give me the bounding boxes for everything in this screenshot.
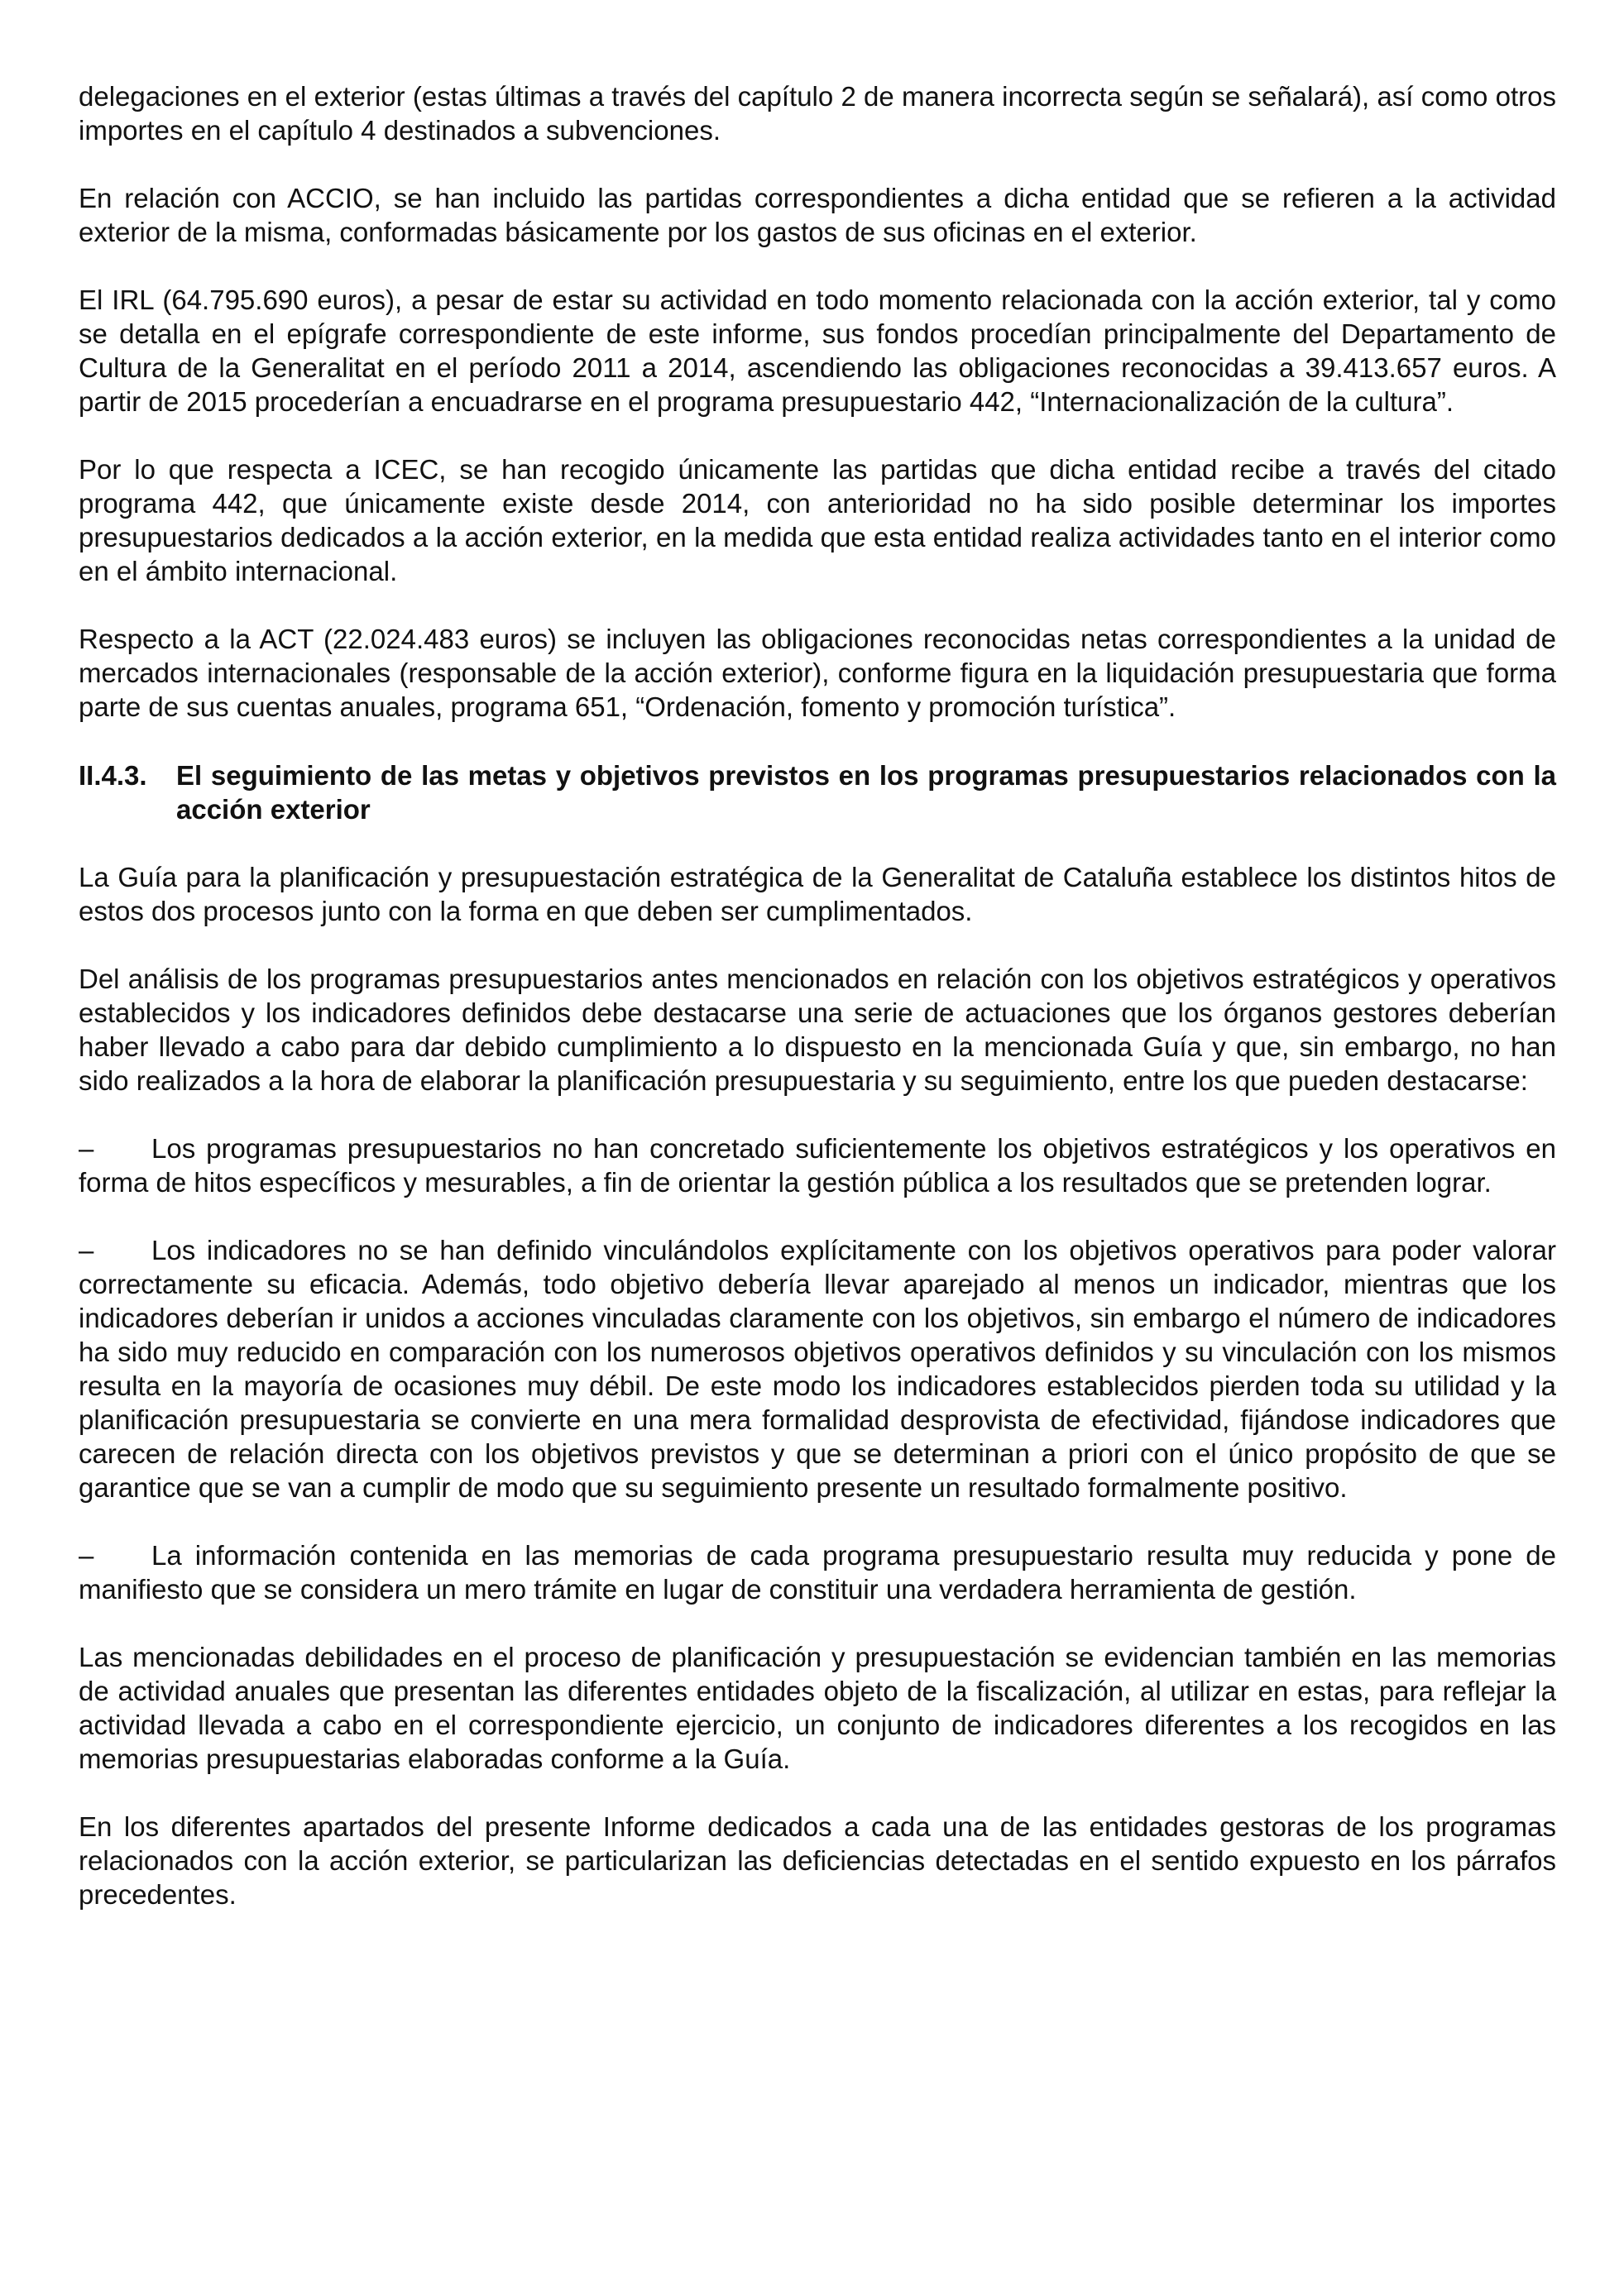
paragraph-guia: La Guía para la planificación y presupuestación estratégica de la Generalitat de Cataluña establece los distintos hitos de estos dos procesos junto con la forma en que deben ser cumplimentados.	[79, 862, 1556, 926]
list-item	[79, 1233, 1556, 1504]
list-item	[79, 1538, 1556, 1606]
list-item-text: Los programas presupuestarios no han concretado suficientemente los objetivos estratégicos y los operativos en forma de hitos específicos y mesurables, a fin de orientar la gestión pública a los resultados que se pretenden lograr.	[79, 1133, 1556, 1198]
dash-bullet-marker: –	[79, 1540, 94, 1571]
paragraph-apartados: En los diferentes apartados del presente Informe dedicados a cada una de las entidades gestoras de los programas relacionados con la acción exterior, se particularizan las deficiencias detectadas en el sentido expuesto en los párrafos precedentes.	[79, 1811, 1556, 1910]
paragraph-delegaciones: delegaciones en el exterior (estas últimas a través del capítulo 2 de manera incorrecta según se señalará), así como otros importes en el capítulo 4 destinados a subvenciones.	[79, 81, 1556, 146]
paragraph-accio: En relación con ACCIO, se han incluido las partidas correspondientes a dicha entidad que se refieren a la actividad exterior de la misma, conformadas básicamente por los gastos de sus oficinas en el exterior.	[79, 183, 1556, 247]
paragraph-analisis: Del análisis de los programas presupuestarios antes mencionados en relación con los objetivos estratégicos y operativos establecidos y los indicadores definidos debe destacarse una serie de actuaciones que los órganos gestores deberían haber llevado a cabo para dar debido cumplimiento a lo dispuesto en la mencionada Guía y que, sin embargo, no han sido realizados a la hora de elaborar la planificación presupuestaria y su seguimiento, entre los que pueden destacarse:	[79, 964, 1556, 1096]
list-item-text: Los indicadores no se han definido vinculándolos explícitamente con los objetivos operativos para poder valorar correctamente su eficacia. Además, todo objetivo debería llevar aparejado al menos un indicador, mientras que los indicadores deberían ir unidos a acciones vinculadas claramente con los objetivos, sin embargo el número de indicadores ha sido muy reducido en comparación con los numerosos objetivos operativos definidos y su vinculación con los mismos resulta en la mayoría de ocasiones muy débil. De este modo los indicadores establecidos pierden toda su utilidad y la planificación presupuestaria se convierte en una mera formalidad desprovista de efectividad, fijándose indicadores que carecen de relación directa con los objetivos previstos y que se determinan a priori con el único propósito de que se garantice que se van a cumplir de modo que su seguimiento presente un resultado formalmente positivo.	[79, 1235, 1556, 1503]
dash-bullet-marker: –	[79, 1133, 94, 1164]
paragraph-debilidades: Las mencionadas debilidades en el proceso de planificación y presupuestación se evidencian también en las memorias de actividad anuales que presentan las diferentes entidades objeto de la fiscalización, al utilizar en estas, para reflejar la actividad llevada a cabo en el correspondiente ejercicio, un conjunto de indicadores diferentes a los recogidos en las memorias presupuestarias elaboradas conforme a la Guía.	[79, 1642, 1556, 1774]
paragraph-irl: El IRL (64.795.690 euros), a pesar de estar su actividad en todo momento relacionada con la acción exterior, tal y como se detalla en el epígrafe correspondiente de este informe, sus fondos procedían principalmente del Departamento de Cultura de la Generalitat en el período 2011 a 2014, ascendiendo las obligaciones reconocidas a 39.413.657 euros. A partir de 2015 procederían a encuadrarse en el programa presupuestario 442, “Internacionalización de la cultura”.	[79, 285, 1556, 417]
paragraph-act: Respecto a la ACT (22.024.483 euros) se incluyen las obligaciones reconocidas netas correspondientes a la unidad de mercados internacionales (responsable de la acción exterior), conforme figura en la liquidación presupuestaria que forma parte de sus cuentas anuales, programa 651, “Ordenación, fomento y promoción turística”.	[79, 624, 1556, 722]
document-page	[79, 79, 1556, 1945]
section-heading	[79, 758, 1556, 826]
dash-bullet-marker: –	[79, 1235, 94, 1265]
section-number: II.4.3.	[79, 760, 147, 791]
section-title: El seguimiento de las metas y objetivos previstos en los programas presupuestarios relacionados con la acción exterior	[176, 760, 1556, 825]
list-item	[79, 1131, 1556, 1199]
list-item-text: La información contenida en las memorias de cada programa presupuestario resulta muy reducida y pone de manifiesto que se considera un mero trámite en lugar de constituir una verdadera herramienta de gestión.	[79, 1540, 1556, 1605]
paragraph-icec: Por lo que respecta a ICEC, se han recogido únicamente las partidas que dicha entidad recibe a través del citado programa 442, que únicamente existe desde 2014, con anterioridad no ha sido posible determinar los importes presupuestarios dedicados a la acción exterior, en la medida que esta entidad realiza actividades tanto en el interior como en el ámbito internacional.	[79, 454, 1556, 586]
